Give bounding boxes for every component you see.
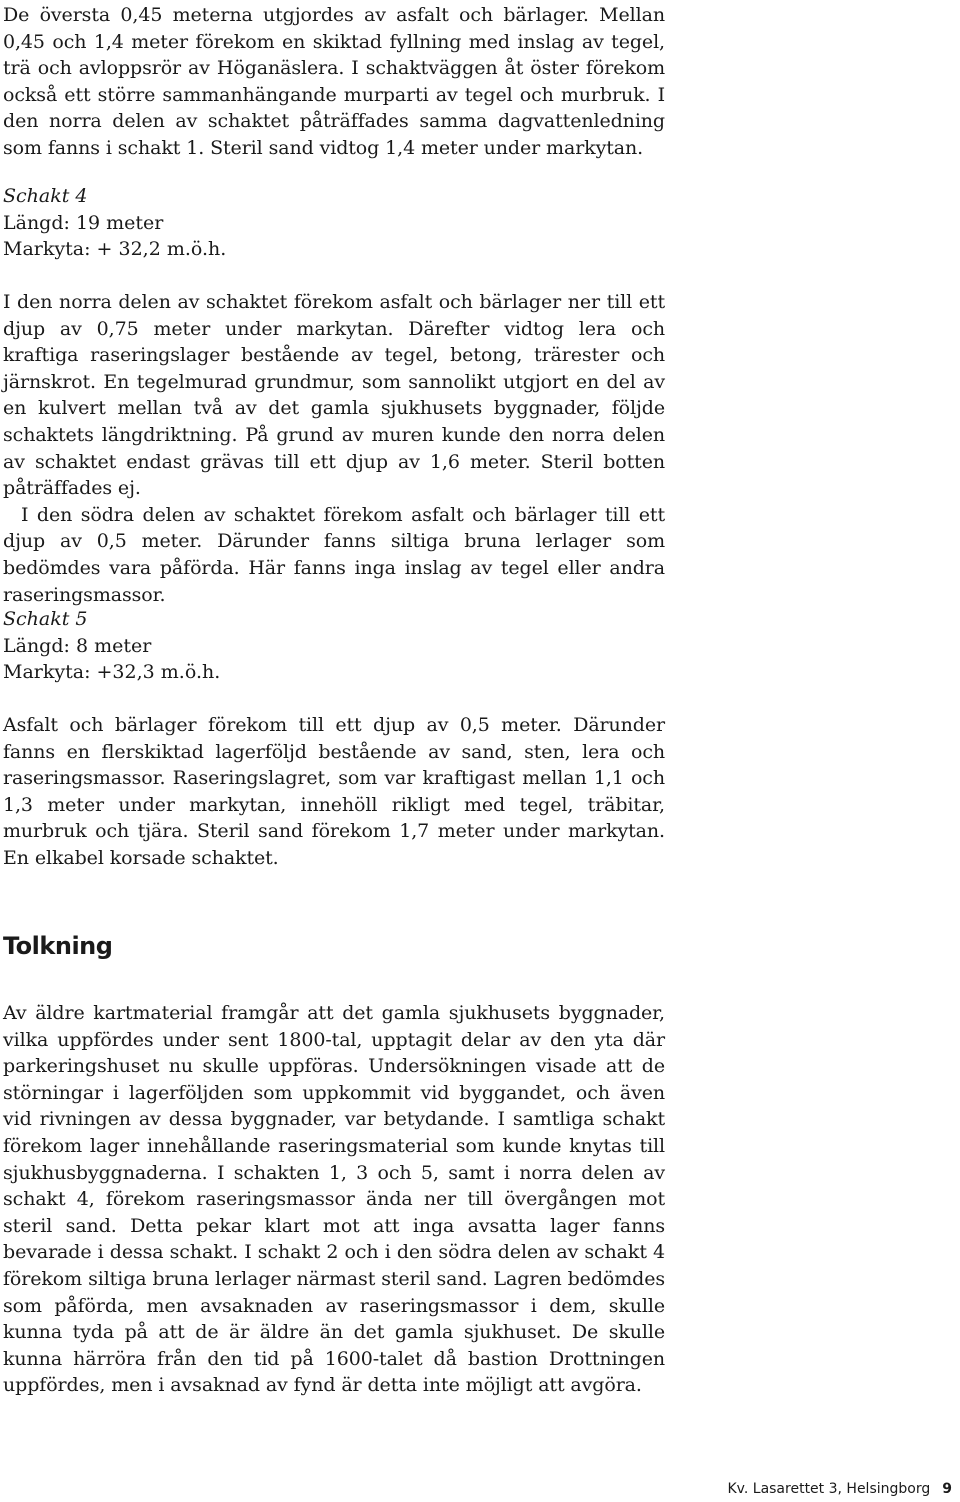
schakt-4-header [3,183,665,263]
schakt-4-surface: Markyta: + 32,2 m.ö.h. [3,238,227,261]
schakt-5-surface: Markyta: +32,3 m.ö.h. [3,661,221,684]
tolkning-body [3,1000,665,1399]
tolkning-paragraph: Av äldre kartmaterial framgår att det gamla sjukhusets byggnader, vilka uppfördes under sent 1800-tal, upptagit delar av den yta där parkeringshuset nu skulle uppföras. Undersökningen visade att de störningar i lagerföljden som uppkommit vid byggandet, och även vid rivningen av dessa byggnader, var betydande. I samtliga schakt förekom lager innehållande raseringsmaterial som kunde knytas till sjukhusbyggnaderna. I schakten 1, 3 och 5, samt i norra delen av schakt 4, förekom raseringsmassor ända ner till övergången mot steril sand. Detta pekar klart mot att inga avsatta lager fanns bevarade i dessa schakt. I schakt 2 och i den södra delen av schakt 4 förekom siltiga bruna lerlager närmast steril sand. Lagren bedömdes som påförda, men avsaknaden av raseringsmassor i dem, skulle kunna tyda på att de är äldre än det gamla sjukhuset. De skulle kunna härröra från den tid på 1600-talet då bastion Drottningen uppfördes, men i avsaknad av fynd är detta inte möjligt att avgöra. [3,1002,665,1397]
tolkning-heading: Tolkning [3,932,113,960]
schakt-5-title: Schakt 5 [3,608,88,630]
schakt-4-length: Längd: 19 meter [3,211,164,234]
running-title: Kv. Lasarettet 3, Helsingborg [727,1481,931,1497]
schakt-4-title: Schakt 4 [3,185,88,207]
page-number: 9 [942,1481,952,1497]
intro-section [3,2,665,162]
page-footer [727,1480,952,1498]
schakt-5-length: Längd: 8 meter [3,634,152,657]
schakt-4-paragraph-2: I den södra delen av schaktet förekom asfalt och bärlager till ett djup av 0,5 meter. Därunder fanns siltiga bruna lerlager som bedömdes vara påförda. Här fanns inga inslag av tegel eller andra raseringsmassor. [3,503,665,606]
schakt-4-body [3,289,665,608]
schakt-4-paragraph-1: I den norra delen av schaktet förekom asfalt och bärlager ner till ett djup av 0,75 meter under markytan. Därefter vidtog lera och kraftiga raseringslager bestående av tegel, betong, trärester och järnskrot. En tegelmurad grundmur, som sannolikt utgjort en del av en kulvert mellan två av det gamla sjukhusets byggnader, följde schaktets längdriktning. På grund av muren kunde den norra delen av schaktet endast grävas till ett djup av 1,6 meter. Steril botten påträffades ej. [3,291,665,500]
intro-paragraph: De översta 0,45 meterna utgjordes av asfalt och bärlager. Mellan 0,45 och 1,4 meter förekom en skiktad fyllning med inslag av tegel, trä och avloppsrör av Höganäslera. I schaktväggen åt öster förekom också ett större sammanhängande murparti av tegel och murbruk. I den norra delen av schaktet påträffades samma dagvattenledning som fanns i schakt 1. Steril sand vidtog 1,4 meter under markytan. [3,4,665,159]
schakt-5-header [3,606,665,686]
schakt-5-body [3,712,665,872]
schakt-5-paragraph: Asfalt och bärlager förekom till ett djup av 0,5 meter. Därunder fanns en flerskiktad lagerföljd bestående av sand, sten, lera och raseringsmassor. Raseringslagret, som var kraftigast mellan 1,1 och 1,3 meter under markytan, innehöll rikligt med tegel, träbitar, murbruk och tjära. Steril sand förekom 1,7 meter under markytan. En elkabel korsade schaktet. [3,714,665,869]
